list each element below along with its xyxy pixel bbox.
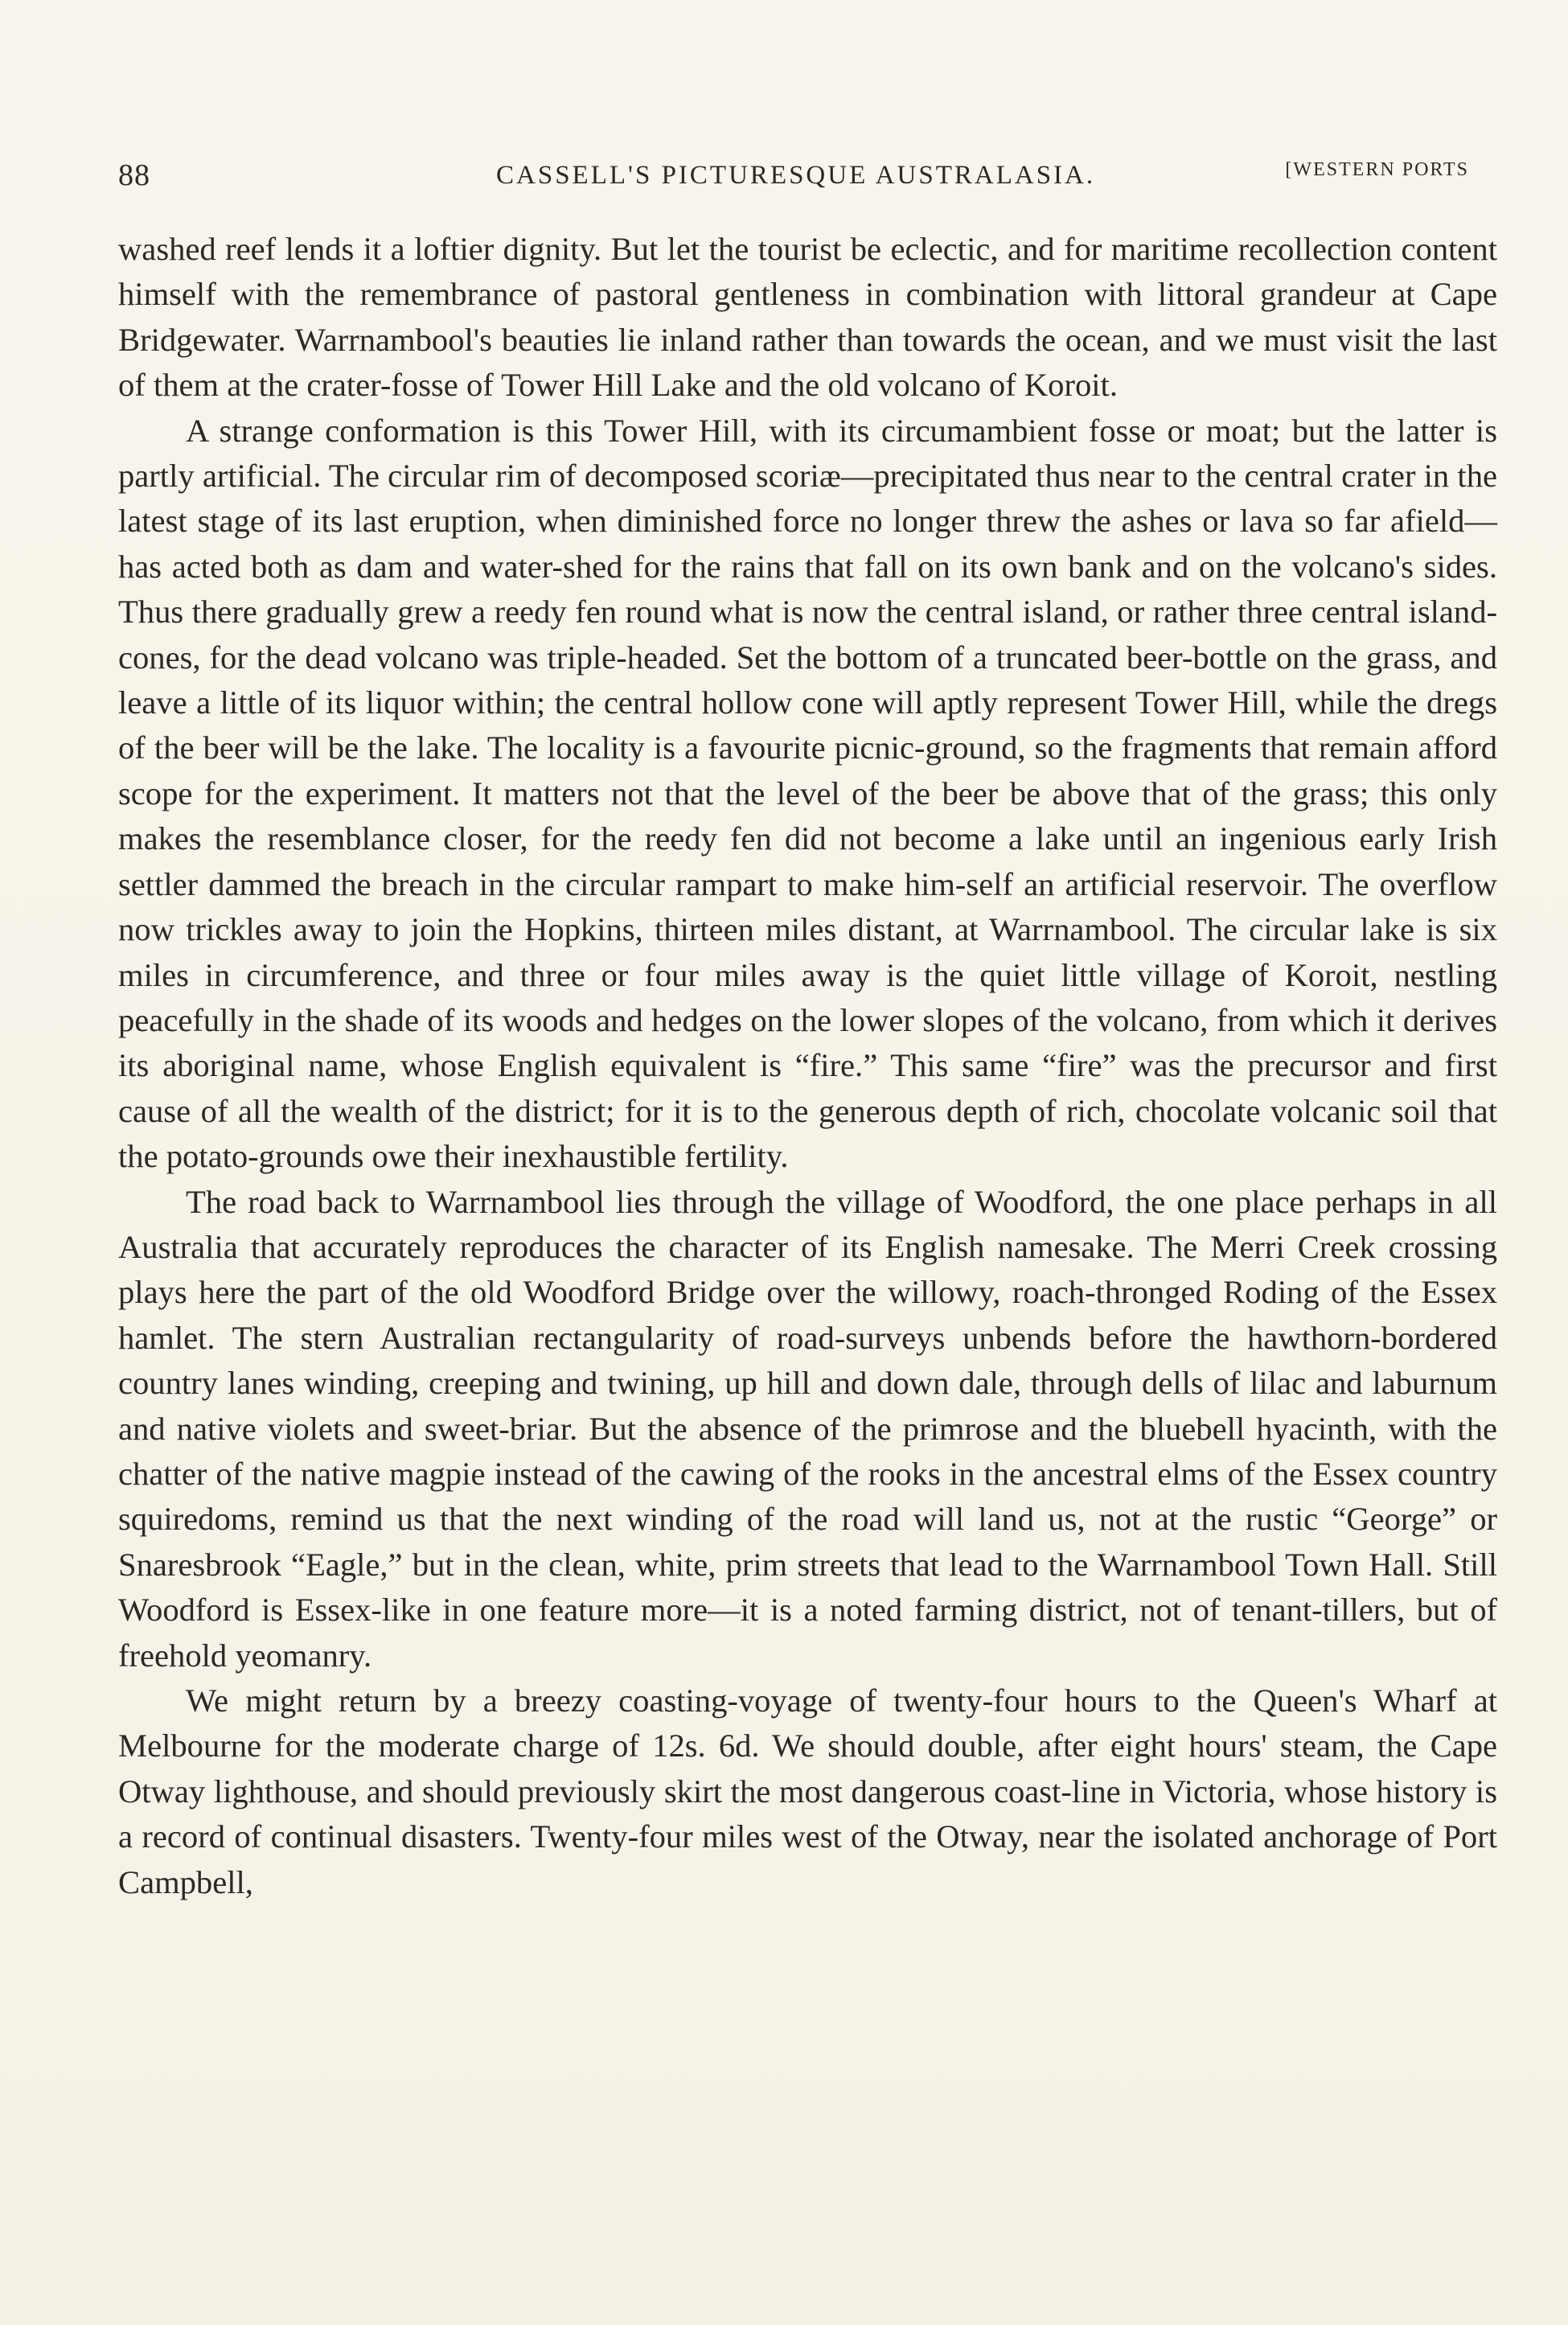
body-text <box>118 227 1497 1905</box>
page-header <box>118 158 1469 196</box>
paragraph-coasting-voyage: We might return by a breezy coasting-voyage of twenty-four hours to the Queen's Wharf at Melbourne for the moderate charge of 12s. 6d. We should double, after eight hours' steam, the Cape Otway lighthouse, and should previously skirt the most dangerous coast-line in Victoria, whose history is a record of continual disasters. Twenty-four miles west of the Otway, near the isolated anchorage of Port Campbell, <box>118 1682 1497 1900</box>
page-number: 88 <box>118 158 150 192</box>
running-title: CASSELL'S PICTURESQUE AUSTRALASIA. <box>496 161 1096 190</box>
paragraph-tower-hill: A strange conformation is this Tower Hill, with its circumambient fosse or moat; but the latter is partly artificial. The circular rim of decomposed scoriæ—precipitated thus near to the central crater in the latest stage of its last eruption, when diminished force no longer threw the ashes or lava so far afield—has acted both as dam and water-shed for the rains that fall on its own bank and on the volcano's sides. Thus there gradually grew a reedy fen round what is now the central island, or rather three central island-cones, for the dead volcano was triple-headed. Set the bottom of a truncated beer-bottle on the grass, and leave a little of its liquor within; the central hollow cone will aptly represent Tower Hill, while the dregs of the beer will be the lake. The locality is a favourite picnic-ground, so the fragments that remain afford scope for the experiment. It matters not that the level of the beer be above that of the grass; this only makes the resemblance closer, for the reedy fen did not become a lake until an ingenious early Irish settler dammed the breach in the circular rampart to make him-self an artificial reservoir. The overflow now trickles away to join the Hopkins, thirteen miles distant, at Warrnambool. The circular lake is six miles in circumference, and three or four miles away is the quiet little village of Koroit, nestling peacefully in the shade of its woods and hedges on the lower slopes of the volcano, from which it derives its aboriginal name, whose English equivalent is “fire.” This same “fire” was the precursor and first cause of all the wealth of the district; for it is to the generous depth of rich, chocolate volcanic soil that the potato-grounds owe their inexhaustible fertility. <box>118 412 1497 1175</box>
paragraph-woodford: The road back to Warrnambool lies through the village of Woodford, the one place perhaps in all Australia that accurately reproduces the character of its English namesake. The Merri Creek crossing plays here the part of the old Woodford Bridge over the willowy, roach-thronged Roding of the Essex hamlet. The stern Australian rectangularity of road-surveys unbends before the hawthorn-bordered country lanes winding, creeping and twining, up hill and down dale, through dells of lilac and laburnum and native violets and sweet-briar. But the absence of the primrose and the bluebell hyacinth, with the chatter of the native magpie instead of the cawing of the rooks in the ancestral elms of the Essex country squiredoms, remind us that the next winding of the road will land us, not at the rustic “George” or Snaresbrook “Eagle,” but in the clean, white, prim streets that lead to the Warrnambool Town Hall. Still Woodford is Essex-like in one feature more—it is a noted farming district, not of tenant-tillers, but of freehold yeomanry. <box>118 1183 1497 1674</box>
paragraph-continued: washed reef lends it a loftier dignity. But let the tourist be eclectic, and for maritime recollection content himself with the remembrance of pastoral gentleness in combination with littoral grandeur at Cape Bridgewater. Warrnambool's beauties lie inland rather than towards the ocean, and we must visit the last of them at the crater-fosse of Tower Hill Lake and the old volcano of Koroit. <box>118 231 1497 404</box>
section-label: [WESTERN PORTS <box>1285 159 1469 180</box>
